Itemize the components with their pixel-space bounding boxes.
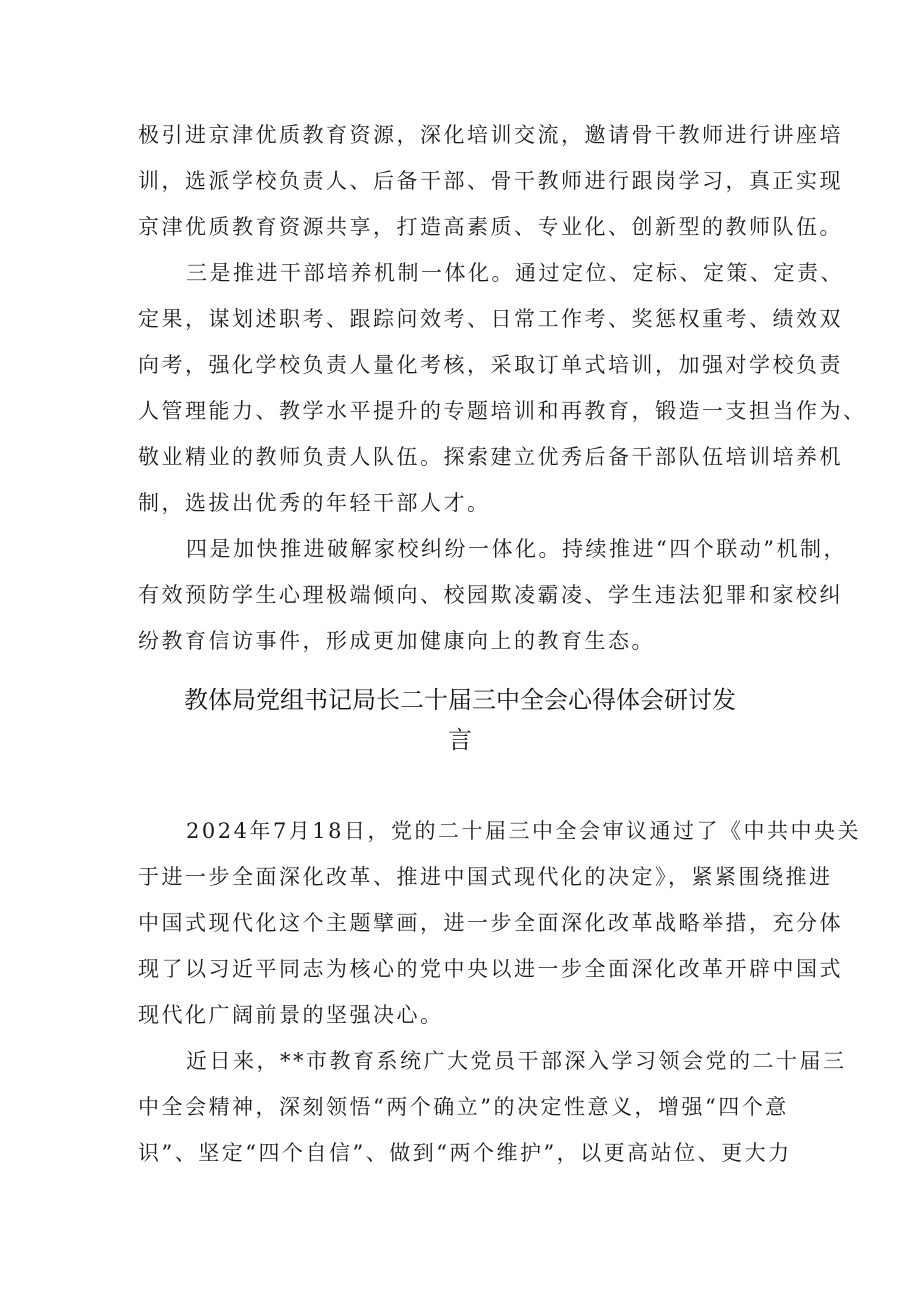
text-line: 敬业精业的教师负责人队伍。探索建立优秀后备干部队伍培训培养机 [138, 445, 843, 469]
article-title [0, 680, 920, 760]
text-line: 近日来，**市教育系统广大党员干部深入学习领会党的二十届三 [186, 1049, 847, 1073]
text-line: 于进一步全面深化改革、推进中国式现代化的决定》，紧紧围绕推进 [138, 865, 833, 889]
text-line: 中全会精神，深刻领悟“两个确立”的决定性意义，增强“四个意 [138, 1095, 789, 1119]
text-line: 定果，谋划述职考、跟踪问效考、日常工作考、奖惩权重考、绩效双 [138, 307, 843, 331]
text-line: 三是推进干部培养机制一体化。通过定位、定标、定策、定责、 [186, 261, 844, 285]
text-line: 纷教育信访事件，形成更加健康向上的教育生态。 [138, 629, 655, 653]
text-line: 有效预防学生心理极端倾向、校园欺凌霸凌、学生违法犯罪和家校纠 [138, 583, 843, 607]
article-title-line-2: 言 [448, 726, 472, 754]
text-line: 2024年7月18日，党的二十届三中全会审议通过了《中共中央关 [186, 819, 862, 843]
section-2-body [138, 808, 861, 1176]
text-line: 识”、坚定“四个自信”、做到“两个维护”，以更高站位、更大力 [138, 1141, 792, 1165]
text-line: 现代化广阔前景的坚强决心。 [138, 1003, 444, 1027]
text-line: 向考，强化学校负责人量化考核，采取订单式培训，加强对学校负责 [138, 353, 843, 377]
text-line: 现了以习近平同志为核心的党中央以进一步全面深化改革开辟中国式 [138, 957, 843, 981]
text-line: 京津优质教育资源共享，打造高素质、专业化、创新型的教师队伍。 [138, 215, 843, 239]
article-title-line-1: 教体局党组书记局长二十届三中全会心得体会研讨发 [184, 686, 736, 714]
text-line: 训，选派学校负责人、后备干部、骨干教师进行跟岗学习，真正实现 [138, 169, 843, 193]
section-1-body [138, 112, 867, 664]
text-line: 人管理能力、教学水平提升的专题培训和再教育，锻造一支担当作为、 [138, 399, 867, 423]
text-line: 中国式现代化这个主题擘画，进一步全面深化改革战略举措，充分体 [138, 911, 843, 935]
text-line: 四是加快推进破解家校纠纷一体化。持续推进“四个联动”机制， [186, 537, 847, 561]
text-line: 制，选拔出优秀的年轻干部人才。 [138, 491, 491, 515]
text-line: 极引进京津优质教育资源，深化培训交流，邀请骨干教师进行讲座培 [138, 123, 843, 147]
